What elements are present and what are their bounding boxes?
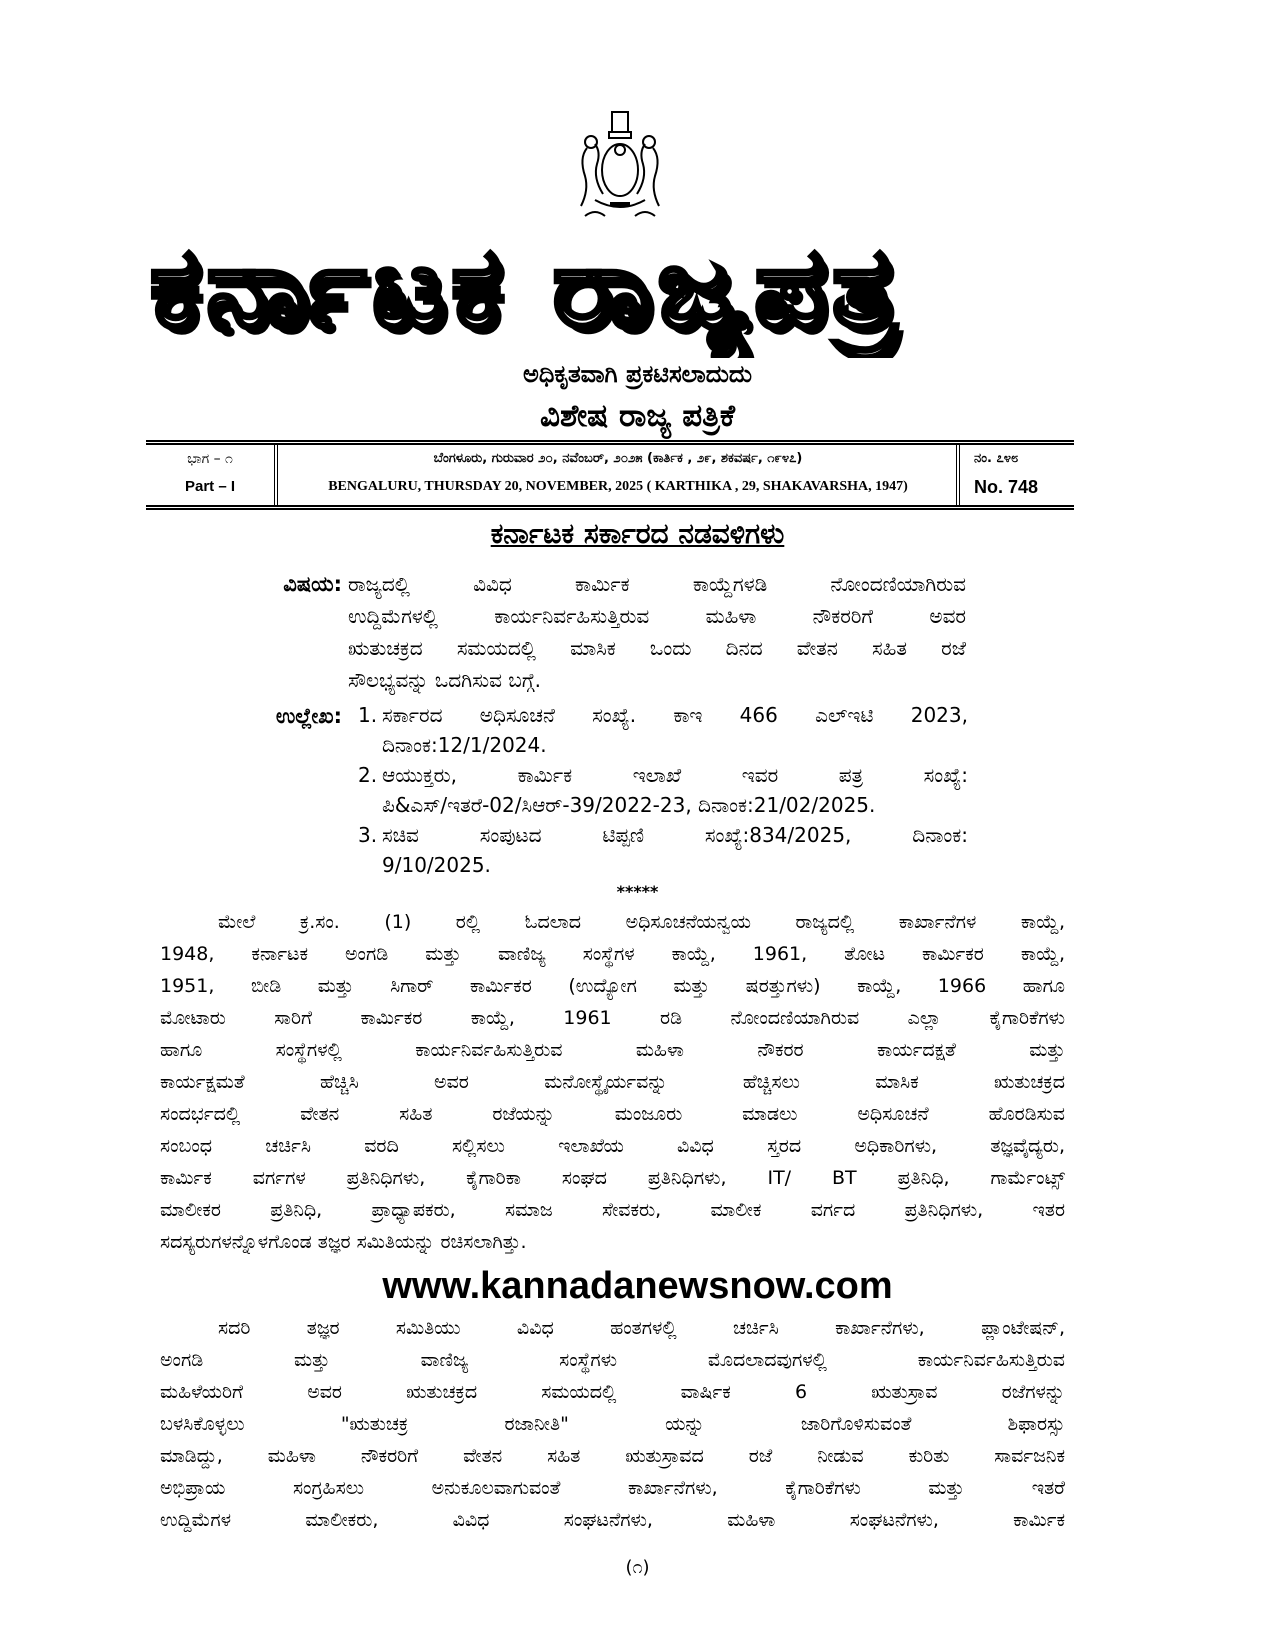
paragraph-line: ಹಾಗೂ ಸಂಸ್ಥೆಗಳಲ್ಲಿ ಕಾರ್ಯನಿರ್ವಹಿಸುತ್ತಿರುವ ಮಹಿಳಾ ನೌಕರರ ಕಾರ್ಯದಕ್ಷತೆ ಮತ್ತು bbox=[160, 1039, 1065, 1061]
reference-number: 3. bbox=[358, 823, 378, 847]
paragraph-line: ಮೇಲೆ ಕ್ರ.ಸಂ. (1) ರಲ್ಲಿ ಓದಲಾದ ಅಧಿಸೂಚನೆಯನ್ವಯ ರಾಜ್ಯದಲ್ಲಿ ಕಾರ್ಖಾನೆಗಳ ಕಾಯ್ದೆ, bbox=[218, 911, 1065, 933]
reference-line: ಪಿ&ಎಸ್/ಇತರೆ-02/ಸಿಆರ್-39/2022-23, ದಿನಾಂಕ:21/02/2025. bbox=[382, 793, 876, 817]
date-cell bbox=[280, 445, 960, 505]
number-cell bbox=[962, 445, 1074, 505]
reference-line: ದಿನಾಂಕ:12/1/2024. bbox=[382, 733, 547, 757]
paragraph-line: ಮಹಿಳೆಯರಿಗೆ ಅವರ ಋತುಚಕ್ರದ ಸಮಯದಲ್ಲಿ ವಾರ್ಷಿಕ 6 ಋತುಸ್ರಾವ ರಜೆಗಳನ್ನು bbox=[160, 1381, 1065, 1403]
subject-line: ರಾಜ್ಯದಲ್ಲಿ ವಿವಿಧ ಕಾರ್ಮಿಕ ಕಾಯ್ದೆಗಳಡಿ ನೋಂದಣಿಯಾಗಿರುವ bbox=[348, 572, 966, 596]
gazette-masthead-title: ಕರ್ನಾಟಕ ರಾಜ್ಯಪತ್ರ bbox=[150, 223, 903, 353]
paragraph-line: 1951, ಬೀಡಿ ಮತ್ತು ಸಿಗಾರ್ ಕಾರ್ಮಿಕರ (ಉದ್ಯೋಗ ಮತ್ತು ಷರತ್ತುಗಳು) ಕಾಯ್ದೆ, 1966 ಹಾಗೂ bbox=[160, 975, 1065, 997]
date-english: BENGALURU, THURSDAY 20, NOVEMBER, 2025 ( KARTHIKA , 29, SHAKAVARSHA, 1947) bbox=[328, 479, 908, 494]
references-list bbox=[358, 700, 968, 880]
paragraph-line: ಕಾರ್ಯಕ್ಷಮತೆ ಹೆಚ್ಚಿಸಿ ಅವರ ಮನೋಸ್ಥೈರ್ಯವನ್ನು ಹೆಚ್ಚಿಸಲು ಮಾಸಿಕ ಋತುಚಕ್ರದ bbox=[160, 1071, 1065, 1093]
website-watermark: www.kannadanewsnow.com bbox=[382, 1265, 893, 1307]
references-label: ಉಲ್ಲೇಖ: bbox=[275, 704, 342, 728]
reference-line: ಸರ್ಕಾರದ ಅಧಿಸೂಚನೆ ಸಂಖ್ಯೆ. ಕಾಇ 466 ಎಲ್ಇಟಿ 2023, bbox=[382, 703, 968, 727]
date-kannada: ಬೆಂಗಳೂರು, ಗುರುವಾರ ೨೦, ನವೆಂಬರ್, ೨೦೨೫ (ಕಾರ್ತಿಕ , ೨೯, ಶಕವರ್ಷ, ೧೯೪೭) bbox=[433, 451, 803, 466]
subject-label: ವಿಷಯ: bbox=[283, 572, 342, 596]
page-number: (೧) bbox=[625, 1557, 650, 1578]
part-cell bbox=[146, 445, 278, 505]
issue-number-kannada: ನಂ. ೭೪೮ bbox=[974, 451, 1019, 466]
paragraph-1 bbox=[160, 906, 1065, 1258]
section-separator: ***** bbox=[616, 882, 659, 901]
paragraph-line: ಕಾರ್ಮಿಕ ವರ್ಗಗಳ ಪ್ರತಿನಿಧಿಗಳು, ಕೈಗಾರಿಕಾ ಸಂಘದ ಪ್ರತಿನಿಧಿಗಳು, IT/ BT ಪ್ರತಿನಿಧಿ, ಗಾರ್ಮೆಂಟ್ಸ್ bbox=[160, 1167, 1065, 1189]
paragraph-line: ಮಾಲೀಕರ ಪ್ರತಿನಿಧಿ, ಪ್ರಾಧ್ಯಾಪಕರು, ಸಮಾಜ ಸೇವಕರು, ಮಾಲೀಕ ವರ್ಗದ ಪ್ರತಿನಿಧಿಗಳು, ಇತರ bbox=[160, 1199, 1065, 1221]
paragraph-line: ಸಂಬಂಧ ಚರ್ಚಿಸಿ ವರದಿ ಸಲ್ಲಿಸಲು ಇಲಾಖೆಯ ವಿವಿಧ ಸ್ತರದ ಅಧಿಕಾರಿಗಳು, ತಜ್ಞವೈದ್ಯರು, bbox=[160, 1135, 1065, 1157]
reference-line: ಆಯುಕ್ತರು, ಕಾರ್ಮಿಕ ಇಲಾಖೆ ಇವರ ಪತ್ರ ಸಂಖ್ಯೆ: bbox=[382, 763, 968, 787]
subject-line: ಉದ್ದಿಮೆಗಳಲ್ಲಿ ಕಾರ್ಯನಿರ್ವಹಿಸುತ್ತಿರುವ ಮಹಿಳಾ ನೌಕರರಿಗೆ ಅವರ bbox=[348, 604, 966, 628]
part-kannada: ಭಾಗ – ೧ bbox=[187, 451, 233, 467]
paragraph-line: ಮಾಡಿದ್ದು, ಮಹಿಳಾ ನೌಕರರಿಗೆ ವೇತನ ಸಹಿತ ಋತುಸ್ರಾವದ ರಜೆ ನೀಡುವ ಕುರಿತು ಸಾರ್ವಜನಿಕ bbox=[160, 1445, 1065, 1467]
gazette-header-box bbox=[146, 440, 1074, 510]
reference-number: 2. bbox=[358, 763, 378, 787]
reference-number: 1. bbox=[358, 703, 378, 727]
part-english: Part – I bbox=[184, 478, 236, 495]
proceedings-heading-text: ಕರ್ನಾಟಕ ಸರ್ಕಾರದ ನಡವಳಿಗಳು bbox=[490, 517, 785, 550]
paragraph-line: ಸದರಿ ತಜ್ಞರ ಸಮಿತಿಯು ವಿವಿಧ ಹಂತಗಳಲ್ಲಿ ಚರ್ಚಿಸಿ ಕಾರ್ಖಾನೆಗಳು, ಪ್ಲಾಂಟೇಷನ್, bbox=[218, 1317, 1065, 1339]
paragraph-line: ಮೋಟಾರು ಸಾರಿಗೆ ಕಾರ್ಮಿಕರ ಕಾಯ್ದೆ, 1961 ರಡಿ ನೋಂದಣಿಯಾಗಿರುವ ಎಲ್ಲಾ ಕೈಗಾರಿಕೆಗಳು bbox=[160, 1007, 1065, 1029]
reference-line: 9/10/2025. bbox=[382, 853, 491, 877]
subject-text bbox=[348, 568, 966, 696]
reference-line: ಸಚಿವ ಸಂಪುಟದ ಟಿಪ್ಪಣಿ ಸಂಖ್ಯೆ:834/2025, ದಿನಾಂಕ: bbox=[382, 823, 968, 847]
paragraph-line: ಸದಸ್ಯರುಗಳನ್ನೊಳಗೊಂಡ ತಜ್ಞರ ಸಮಿತಿಯನ್ನು ರಚಿಸಲಾಗಿತ್ತು. bbox=[160, 1231, 527, 1253]
paragraph-2 bbox=[160, 1312, 1065, 1536]
reference-item bbox=[358, 760, 968, 820]
paragraph-line: ಉದ್ದಿಮೆಗಳ ಮಾಲೀಕರು, ವಿವಿಧ ಸಂಘಟನೆಗಳು, ಮಹಿಳಾ ಸಂಘಟನೆಗಳು, ಕಾರ್ಮಿಕ bbox=[160, 1509, 1065, 1531]
reference-item bbox=[358, 700, 968, 760]
paragraph-line: 1948, ಕರ್ನಾಟಕ ಅಂಗಡಿ ಮತ್ತು ವಾಣಿಜ್ಯ ಸಂಸ್ಥೆಗಳ ಕಾಯ್ದೆ, 1961, ತೋಟ ಕಾರ್ಮಿಕರ ಕಾಯ್ದೆ, bbox=[160, 943, 1065, 965]
masthead-subtitle-extraordinary: ವಿಶೇಷ ರಾಜ್ಯ ಪತ್ರಿಕೆ bbox=[539, 398, 736, 434]
paragraph-line: ಅಭಿಪ್ರಾಯ ಸಂಗ್ರಹಿಸಲು ಅನುಕೂಲವಾಗುವಂತೆ ಕಾರ್ಖಾನೆಗಳು, ಕೈಗಾರಿಕೆಗಳು ಮತ್ತು ಇತರೆ bbox=[160, 1477, 1065, 1499]
masthead-subtitle-published: ಅಧಿಕೃತವಾಗಿ ಪ್ರಕಟಿಸಲಾದುದು bbox=[523, 360, 752, 388]
subject-line: ಋತುಚಕ್ರದ ಸಮಯದಲ್ಲಿ ಮಾಸಿಕ ಒಂದು ದಿನದ ವೇತನ ಸಹಿತ ರಜೆ bbox=[348, 636, 966, 660]
paragraph-line: ಸಂದರ್ಭದಲ್ಲಿ ವೇತನ ಸಹಿತ ರಜೆಯನ್ನು ಮಂಜೂರು ಮಾಡಲು ಅಧಿಸೂಚನೆ ಹೊರಡಿಸುವ bbox=[160, 1103, 1065, 1125]
state-emblem bbox=[565, 108, 675, 226]
paragraph-line: ಬಳಸಿಕೊಳ್ಳಲು "ಋತುಚಕ್ರ ರಜಾನೀತಿ" ಯನ್ನು ಜಾರಿಗೊಳಿಸುವಂತೆ ಶಿಫಾರಸ್ಸು bbox=[160, 1413, 1065, 1435]
reference-item bbox=[358, 820, 968, 880]
subject-line: ಸೌಲಭ್ಯವನ್ನು ಒದಗಿಸುವ ಬಗ್ಗೆ. bbox=[348, 668, 541, 692]
paragraph-line: ಅಂಗಡಿ ಮತ್ತು ವಾಣಿಜ್ಯ ಸಂಸ್ಥೆಗಳು ಮೊದಲಾದವುಗಳಲ್ಲಿ ಕಾರ್ಯನಿರ್ವಹಿಸುತ್ತಿರುವ bbox=[160, 1349, 1065, 1371]
proceedings-heading bbox=[0, 512, 1275, 556]
issue-number-english: No. 748 bbox=[974, 477, 1039, 497]
state-emblem-drawing bbox=[565, 108, 675, 226]
